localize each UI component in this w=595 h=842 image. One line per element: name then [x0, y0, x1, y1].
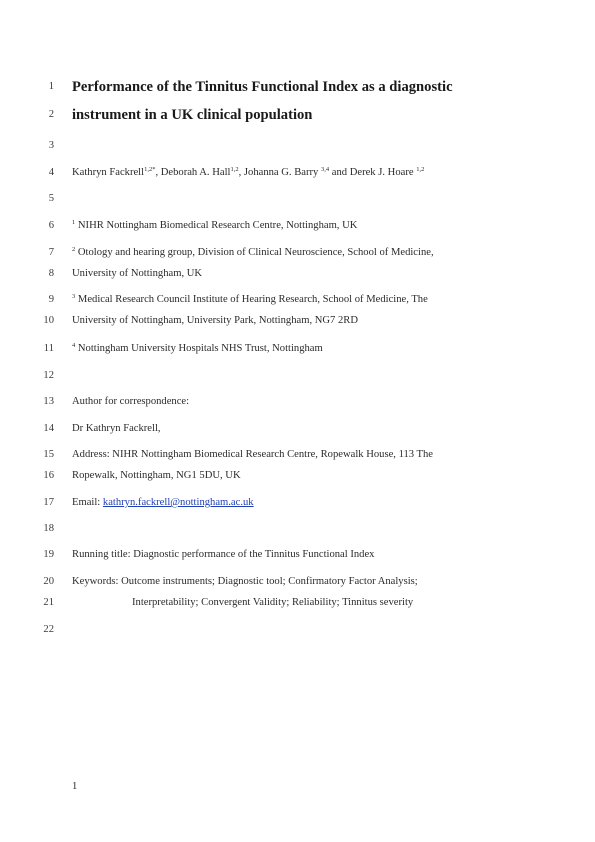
page-number: 1	[72, 781, 78, 792]
line-number: 19	[43, 549, 54, 560]
affiliation-3-line-1	[0, 292, 595, 308]
correspondence-label: Author for correspondence:	[72, 396, 190, 407]
affiliation-text: University of Nottingham, University Park, Nottingham, NG7 2RD	[72, 315, 359, 326]
running-title-line	[0, 547, 595, 563]
author-separator: ,	[238, 167, 244, 178]
line-number: 10	[43, 315, 54, 326]
affiliation-marker: 3	[72, 293, 76, 300]
blank-line	[0, 138, 595, 154]
correspondence-heading	[0, 394, 595, 410]
keywords-line-2	[0, 595, 595, 611]
author-list	[72, 165, 424, 181]
line-number: 11	[43, 343, 54, 354]
affiliation-text: Medical Research Council Institute of Hearing Research, School of Medicine, The	[77, 294, 428, 305]
affiliation-marker: 1	[72, 219, 76, 226]
line-number: 5	[48, 193, 54, 204]
email-label: Email:	[72, 497, 103, 508]
line-number: 17	[43, 497, 54, 508]
affiliation-2-line-2	[0, 266, 595, 282]
line-number: 1	[48, 81, 54, 92]
line-number: 15	[43, 449, 54, 460]
affiliation-marker: 2	[72, 246, 76, 253]
affiliation-2-line-1	[0, 245, 595, 261]
line-number: 20	[43, 576, 54, 587]
blank-line	[0, 622, 595, 638]
address-text: Address: NIHR Nottingham Biomedical Research Centre, Ropewalk House, 113 The	[72, 449, 433, 460]
author-separator: and	[329, 167, 350, 178]
keywords-line-1	[0, 574, 595, 590]
affiliation-1	[0, 218, 595, 234]
address-text: Ropewalk, Nottingham, NG1 5DU, UK	[72, 470, 241, 481]
line-number: 9	[48, 294, 54, 305]
line-number: 6	[48, 220, 54, 231]
line-number: 12	[43, 370, 54, 381]
affiliation-4	[0, 341, 595, 357]
line-number: 16	[43, 470, 54, 481]
correspondent-name: Dr Kathryn Fackrell,	[72, 423, 161, 434]
line-number: 18	[43, 523, 54, 534]
line-number: 8	[48, 268, 54, 279]
author-name: Kathryn Fackrell	[72, 167, 145, 178]
affiliation-text: University of Nottingham, UK	[72, 268, 203, 279]
blank-line	[0, 191, 595, 207]
title-line-1	[0, 79, 595, 95]
author-name: Deborah A. Hall	[160, 167, 231, 178]
correspondence-email	[0, 495, 595, 511]
authors-line	[0, 165, 595, 181]
paper-title-part-1: Performance of the Tinnitus Functional Index as a diagnostic	[72, 79, 453, 95]
correspondence-name	[0, 421, 595, 437]
line-number: 4	[48, 167, 54, 178]
line-number: 22	[43, 624, 54, 635]
line-number: 14	[43, 423, 54, 434]
author-affiliation-marker: 1,2*	[144, 166, 156, 173]
author-separator: ,	[155, 167, 161, 178]
affiliation-text: Otology and hearing group, Division of Clinical Neuroscience, School of Medicine,	[77, 247, 434, 258]
blank-line	[0, 521, 595, 537]
affiliation-text: NIHR Nottingham Biomedical Research Centre, Nottingham, UK	[77, 220, 358, 231]
blank-line	[0, 368, 595, 384]
correspondence-address-line-1	[0, 447, 595, 463]
affiliation-3-line-2	[0, 313, 595, 329]
line-number: 7	[48, 247, 54, 258]
title-line-2	[0, 107, 595, 123]
line-number: 2	[48, 109, 54, 120]
author-name: Derek J. Hoare	[349, 167, 417, 178]
author-name: Johanna G. Barry	[243, 167, 321, 178]
email-link[interactable]: kathryn.fackrell@nottingham.ac.uk	[102, 497, 254, 508]
author-affiliation-marker: 1,2	[416, 166, 425, 173]
affiliation-text: Nottingham University Hospitals NHS Trust, Nottingham	[77, 343, 323, 354]
correspondence-address-line-2	[0, 468, 595, 484]
affiliation-marker: 4	[72, 342, 76, 349]
paper-title-part-2: instrument in a UK clinical population	[72, 107, 313, 123]
line-number: 3	[48, 140, 54, 151]
line-number: 13	[43, 396, 54, 407]
author-affiliation-marker: 1,2	[230, 166, 239, 173]
running-title: Running title: Diagnostic performance of the Tinnitus Functional Index	[72, 549, 375, 560]
line-number: 21	[43, 597, 54, 608]
keywords-text: Keywords: Outcome instruments; Diagnostic tool; Confirmatory Factor Analysis;	[72, 576, 418, 587]
author-affiliation-marker: 3,4	[321, 166, 330, 173]
keywords-text: Interpretability; Convergent Validity; Reliability; Tinnitus severity	[132, 597, 414, 608]
